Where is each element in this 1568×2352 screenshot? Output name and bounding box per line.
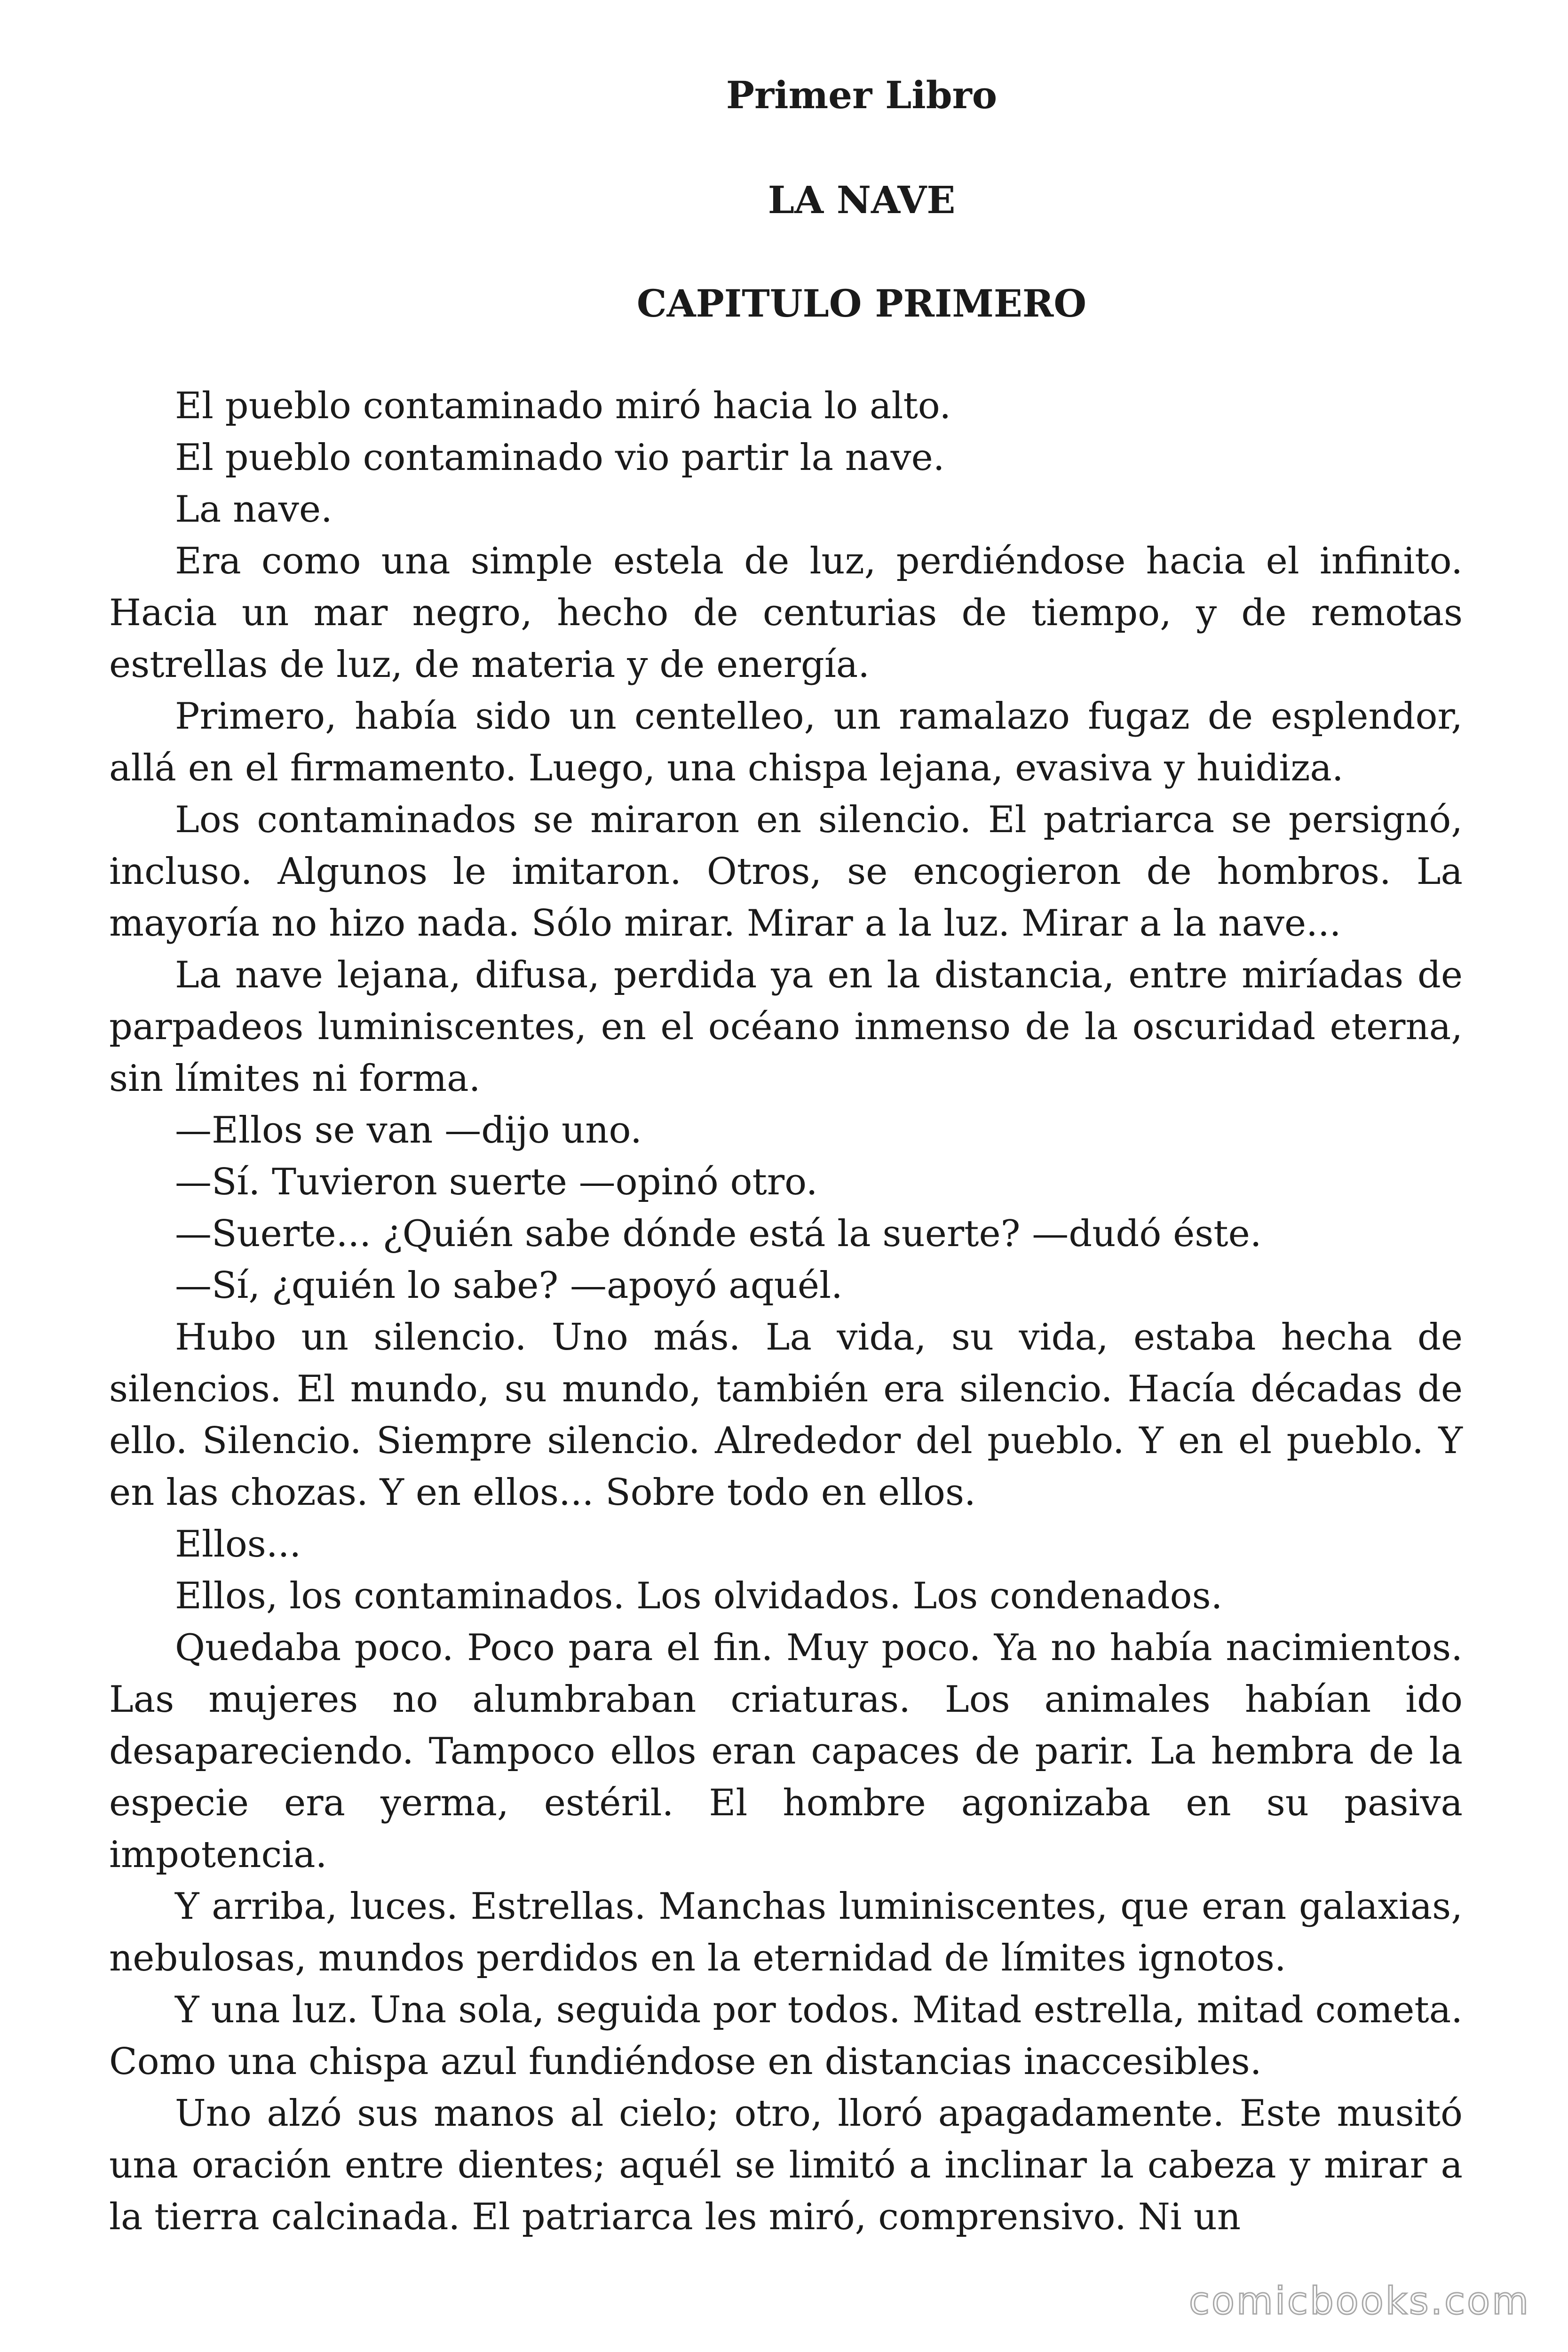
paragraph: La nave.: [175, 488, 333, 531]
dialogue-line: —Sí. Tuvieron suerte —opinó otro.: [175, 1161, 818, 1203]
paragraph: Uno alzó sus manos al cielo; otro, lloró apagadamente. Este musitó una oración entre dientes; aquél se limitó a inclinar la cabeza y mirar a la tierra calcinada. El patriarca les miró, comprensivo. Ni un: [109, 2092, 1463, 2238]
dialogue-line: —Suerte... ¿Quién sabe dónde está la suerte? —dudó éste.: [175, 1213, 1262, 1255]
paragraph: Era como una simple estela de luz, perdiéndose hacia el infinito. Hacia un mar negro, hecho de centurias de tiempo, y de remotas estrellas de luz, de materia y de energía.: [109, 540, 1463, 686]
watermark-logo: comicbooks.com: [1188, 2279, 1530, 2323]
part-title: LA NAVE: [768, 178, 956, 222]
paragraph: La nave lejana, difusa, perdida ya en la distancia, entre miríadas de parpadeos luminiscentes, en el océano inmenso de la oscuridad eterna, sin límites ni forma.: [109, 954, 1463, 1100]
paragraph: El pueblo contaminado vio partir la nave.: [175, 437, 945, 479]
paragraph: Hubo un silencio. Uno más. La vida, su vida, estaba hecha de silencios. El mundo, su mundo, también era silencio. Hacía décadas de ello. Silencio. Siempre silencio. Alrededor del pueblo. Y en el pueblo. Y en las chozas. Y en ellos... Sobre todo en ellos.: [109, 1316, 1463, 1514]
paragraph: Quedaba poco. Poco para el fin. Muy poco. Ya no había nacimientos. Las mujeres no alumbraban criaturas. Los animales habían ido desapareciendo. Tampoco ellos eran capaces de parir. La hembra de la especie era yerma, estéril. El hombre agonizaba en su pasiva impotencia.: [109, 1627, 1463, 1876]
paragraph: Y una luz. Una sola, seguida por todos. Mitad estrella, mitad cometa. Como una chispa azul fundiéndose en distancias inaccesibles.: [109, 1989, 1463, 2083]
book-label: Primer Libro: [726, 73, 998, 117]
paragraph: Primero, había sido un centelleo, un ramalazo fugaz de esplendor, allá en el firmamento. Luego, una chispa lejana, evasiva y huidiza.: [109, 695, 1463, 789]
dialogue-line: —Ellos se van —dijo uno.: [175, 1109, 642, 1152]
chapter-title: CAPITULO PRIMERO: [636, 281, 1087, 326]
dialogue-line: —Sí, ¿quién lo sabe? —apoyó aquél.: [175, 1264, 843, 1307]
paragraph: Ellos...: [175, 1523, 301, 1565]
paragraph: Los contaminados se miraron en silencio. El patriarca se persignó, incluso. Algunos le imitaron. Otros, se encogieron de hombros. La mayoría no hizo nada. Sólo mirar. Mirar a la luz. Mirar a la nave...: [109, 799, 1463, 945]
paragraph: Y arriba, luces. Estrellas. Manchas luminiscentes, que eran galaxias, nebulosas, mundos perdidos en la eternidad de límites ignotos.: [109, 1885, 1463, 1979]
paragraph: Ellos, los contaminados. Los olvidados. Los condenados.: [175, 1575, 1223, 1617]
paragraph: El pueblo contaminado miró hacia lo alto.: [175, 385, 951, 427]
body-text: [109, 380, 1463, 2243]
